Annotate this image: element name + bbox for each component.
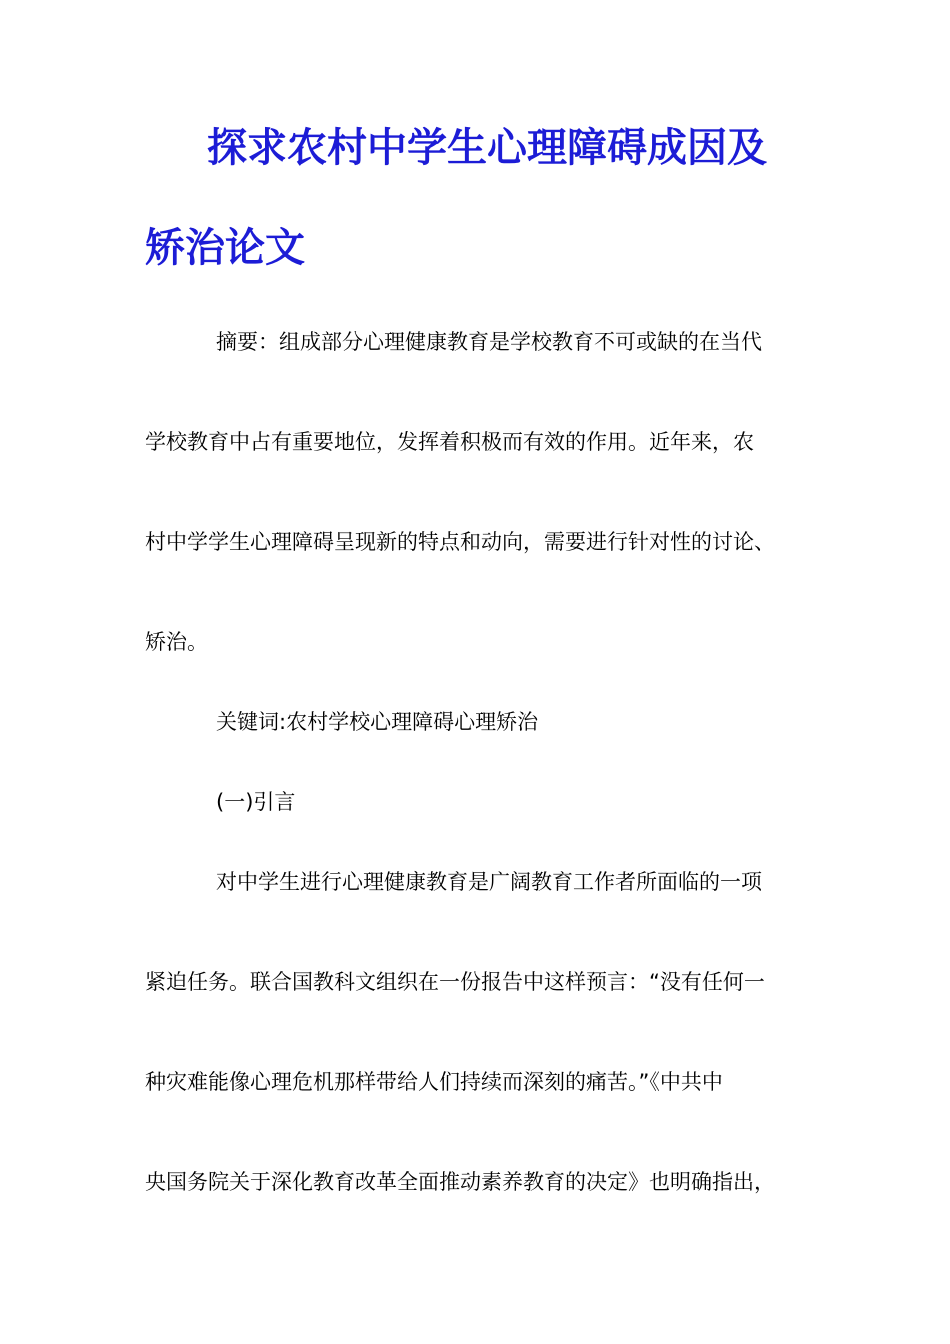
abstract-line-1: 摘要：组成部分心理健康教育是学校教育不可或缺的在当代 bbox=[216, 330, 762, 354]
keywords-line: 关键词:农村学校心理障碍心理矫治 bbox=[216, 710, 539, 734]
intro-line-3: 种灾难能像心理危机那样带给人们持续而深刻的痛苦。”《中共中 bbox=[145, 1070, 723, 1094]
document-title-line-1: 探求农村中学生心理障碍成因及 bbox=[207, 125, 767, 171]
abstract-line-4: 矫治。 bbox=[145, 630, 208, 654]
document-title-line-2: 矫治论文 bbox=[145, 225, 305, 271]
intro-line-2: 紧迫任务。联合国教科文组织在一份报告中这样预言：“没有任何一 bbox=[145, 970, 765, 994]
abstract-line-3: 村中学学生心理障碍呈现新的特点和动向，需要进行针对性的讨论、 bbox=[145, 530, 775, 554]
intro-line-1: 对中学生进行心理健康教育是广阔教育工作者所面临的一项 bbox=[216, 870, 762, 894]
section-heading: (一)引言 bbox=[216, 790, 296, 814]
intro-line-4: 央国务院关于深化教育改革全面推动素养教育的决定》也明确指出， bbox=[145, 1170, 775, 1194]
abstract-line-2: 学校教育中占有重要地位，发挥着积极而有效的作用。近年来，农 bbox=[145, 430, 754, 454]
